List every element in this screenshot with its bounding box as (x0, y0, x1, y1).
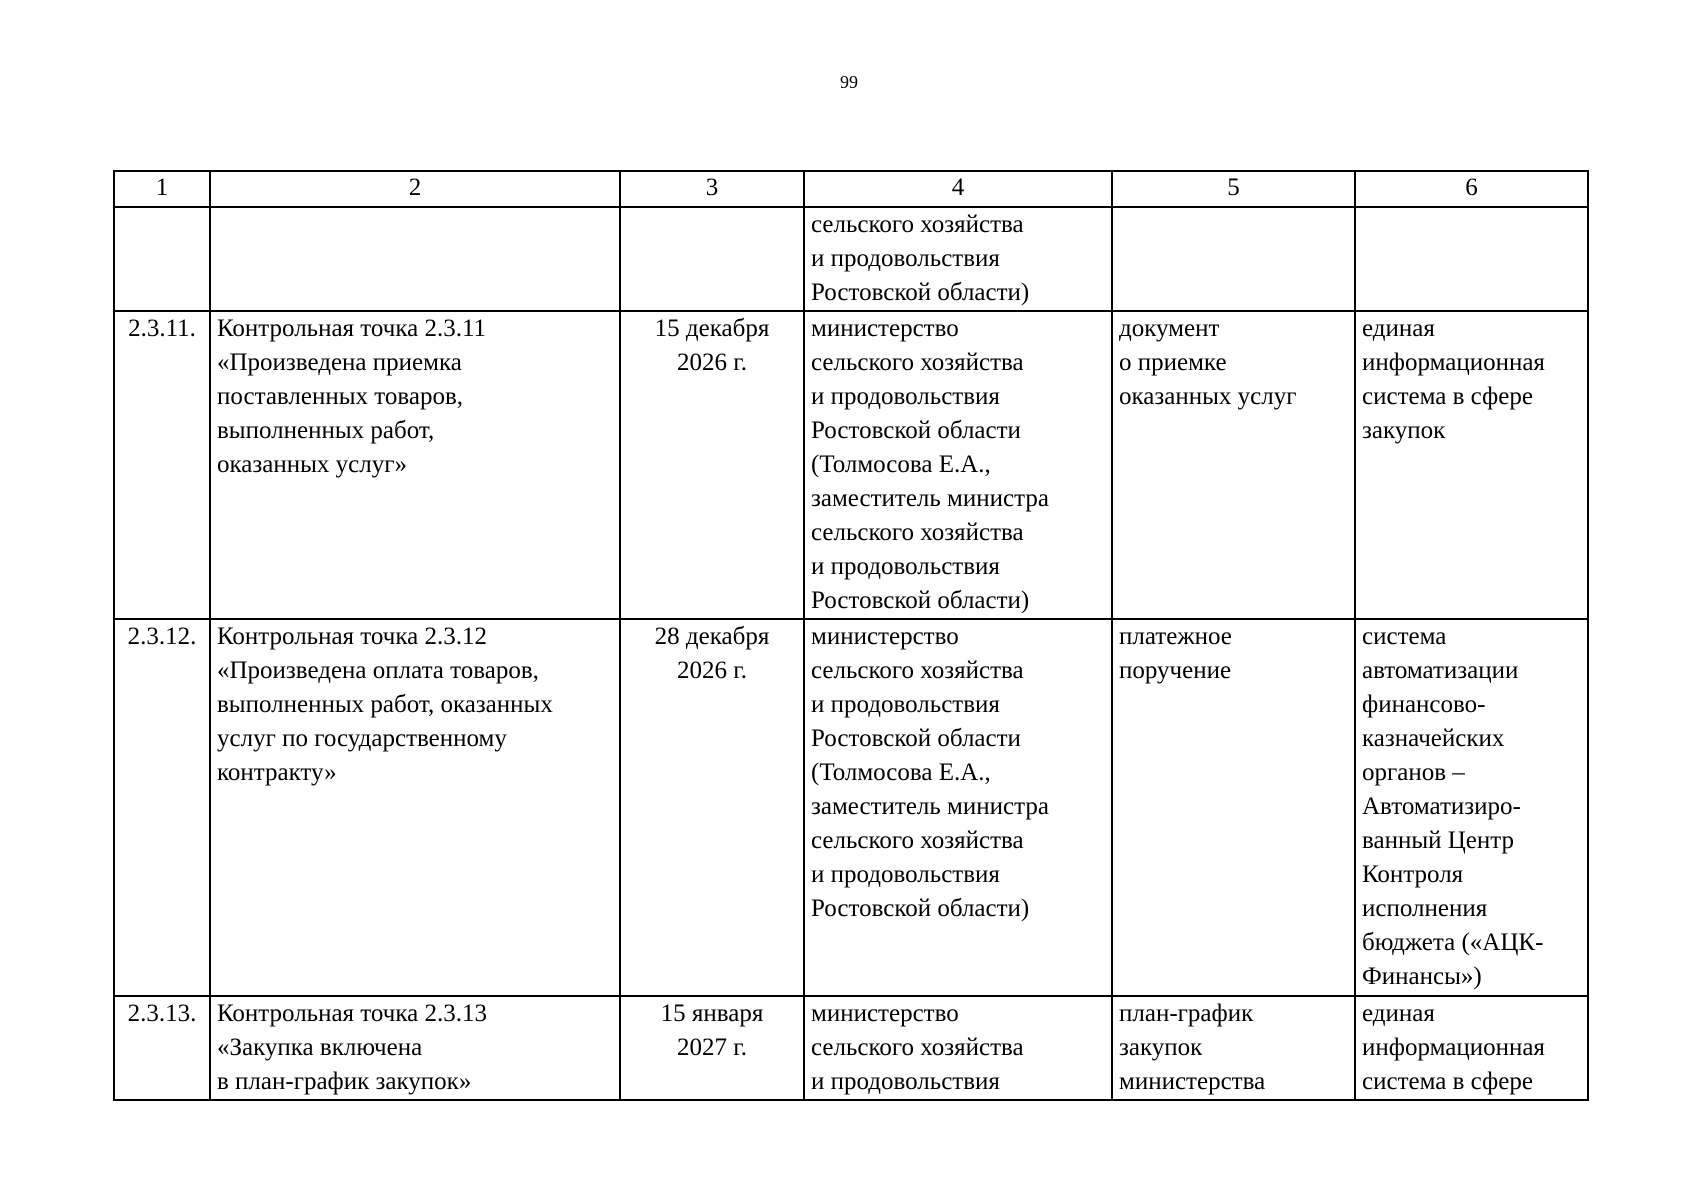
date-line: 15 декабря (654, 315, 770, 342)
name-line: Контрольная точка 2.3.12 (217, 623, 487, 650)
responsible-line: (Толмосова Е.А., (811, 759, 991, 786)
date-cell (620, 207, 804, 311)
responsible-line: заместитель министра (811, 485, 1049, 512)
date-line: 28 декабря (654, 623, 770, 650)
responsible-line: сельского хозяйства (811, 657, 1024, 684)
responsible-cell (804, 207, 1112, 311)
table-row (114, 207, 1588, 311)
name-line: выполненных работ, оказанных (217, 691, 553, 718)
table-row (114, 619, 1588, 996)
name-cell (210, 619, 620, 996)
responsible-line: министерство (811, 623, 959, 650)
row-number: 2.3.11. (128, 315, 196, 342)
system-line: единая (1362, 1000, 1435, 1027)
system-line: Контроля (1362, 861, 1464, 888)
system-cell (1355, 996, 1588, 1100)
responsible-line: (Толмосова Е.А., (811, 451, 991, 478)
date-cell (620, 996, 804, 1100)
date-line: 2026 г. (677, 349, 747, 376)
control-points-table (113, 170, 1589, 1101)
date-cell (620, 311, 804, 619)
system-line: система (1362, 623, 1447, 650)
row-number-cell (114, 996, 210, 1100)
system-line: бюджета («АЦК- (1362, 929, 1544, 956)
responsible-line: и продовольствия (811, 861, 1000, 888)
system-line: ванный Центр (1362, 827, 1515, 854)
system-line: органов – (1362, 759, 1465, 786)
system-line: система в сфере (1362, 1068, 1533, 1095)
document-line: о приемке (1119, 349, 1227, 376)
document-cell (1112, 996, 1355, 1100)
row-number-cell (114, 207, 210, 311)
column-header-4: 4 (804, 171, 1112, 207)
system-cell (1355, 311, 1588, 619)
responsible-line: Ростовской области (811, 725, 1021, 752)
column-header-1: 1 (114, 171, 210, 207)
row-number-cell (114, 311, 210, 619)
system-line: Финансы») (1362, 963, 1482, 990)
table-row (114, 311, 1588, 619)
name-line: «Произведена приемка (217, 349, 462, 376)
document-line: документ (1119, 315, 1220, 342)
date-line: 15 января (660, 1000, 764, 1027)
document-cell (1112, 311, 1355, 619)
column-header-3: 3 (620, 171, 804, 207)
responsible-line: министерство (811, 1000, 959, 1027)
system-line: казначейских (1362, 725, 1505, 752)
name-line: «Закупка включена (217, 1034, 423, 1061)
system-cell (1355, 207, 1588, 311)
system-line: информационная (1362, 349, 1545, 376)
name-cell (210, 996, 620, 1100)
name-line: «Произведена оплата товаров, (217, 657, 539, 684)
responsible-cell (804, 619, 1112, 996)
name-line: услуг по государственному (217, 725, 507, 752)
responsible-line: Ростовской области) (811, 895, 1030, 922)
page-number: 99 (840, 72, 858, 92)
responsible-line: и продовольствия (811, 553, 1000, 580)
date-cell (620, 619, 804, 996)
system-line: единая (1362, 315, 1435, 342)
document-line: закупок (1119, 1034, 1203, 1061)
responsible-cell (804, 996, 1112, 1100)
document-cell (1112, 207, 1355, 311)
document-cell (1112, 619, 1355, 996)
system-line: исполнения (1362, 895, 1488, 922)
row-number: 2.3.13. (127, 1000, 197, 1027)
name-line: Контрольная точка 2.3.13 (217, 1000, 487, 1027)
name-line: поставленных товаров, (217, 383, 463, 410)
responsible-line: и продовольствия (811, 1068, 1000, 1095)
system-line: система в сфере (1362, 383, 1533, 410)
name-cell (210, 207, 620, 311)
system-line: Автоматизиро- (1362, 793, 1521, 820)
document-line: план-график (1119, 1000, 1254, 1027)
responsible-line: заместитель министра (811, 793, 1049, 820)
system-cell (1355, 619, 1588, 996)
name-line: Контрольная точка 2.3.11 (217, 315, 487, 342)
responsible-line: министерство (811, 315, 959, 342)
header-row (114, 171, 1588, 207)
system-line: информационная (1362, 1034, 1545, 1061)
name-cell (210, 311, 620, 619)
date-line: 2027 г. (677, 1034, 747, 1061)
document-line: министерства (1119, 1068, 1266, 1095)
responsible-cell (804, 311, 1112, 619)
name-line: контракту» (217, 759, 337, 786)
responsible-line: сельского хозяйства (811, 1034, 1024, 1061)
system-line: финансово- (1362, 691, 1486, 718)
document-line: поручение (1119, 657, 1232, 684)
responsible-line: сельского хозяйства (811, 349, 1024, 376)
responsible-line: сельского хозяйства (811, 211, 1024, 238)
row-number-cell (114, 619, 210, 996)
responsible-line: Ростовской области) (811, 587, 1030, 614)
name-line: выполненных работ, (217, 417, 435, 444)
document-line: оказанных услуг (1119, 383, 1297, 410)
responsible-line: сельского хозяйства (811, 519, 1024, 546)
document-line: платежное (1119, 623, 1232, 650)
column-header-5: 5 (1112, 171, 1355, 207)
responsible-line: и продовольствия (811, 383, 1000, 410)
column-header-2: 2 (210, 171, 620, 207)
row-number: 2.3.12. (127, 623, 197, 650)
responsible-line: и продовольствия (811, 245, 1000, 272)
responsible-line: и продовольствия (811, 691, 1000, 718)
responsible-line: Ростовской области (811, 417, 1021, 444)
responsible-line: сельского хозяйства (811, 827, 1024, 854)
name-line: в план-график закупок» (217, 1068, 472, 1095)
name-line: оказанных услуг» (217, 451, 407, 478)
column-header-6: 6 (1355, 171, 1588, 207)
system-line: закупок (1362, 417, 1446, 444)
table-row (114, 996, 1588, 1100)
responsible-line: Ростовской области) (811, 279, 1030, 306)
date-line: 2026 г. (677, 657, 747, 684)
system-line: автоматизации (1362, 657, 1519, 684)
